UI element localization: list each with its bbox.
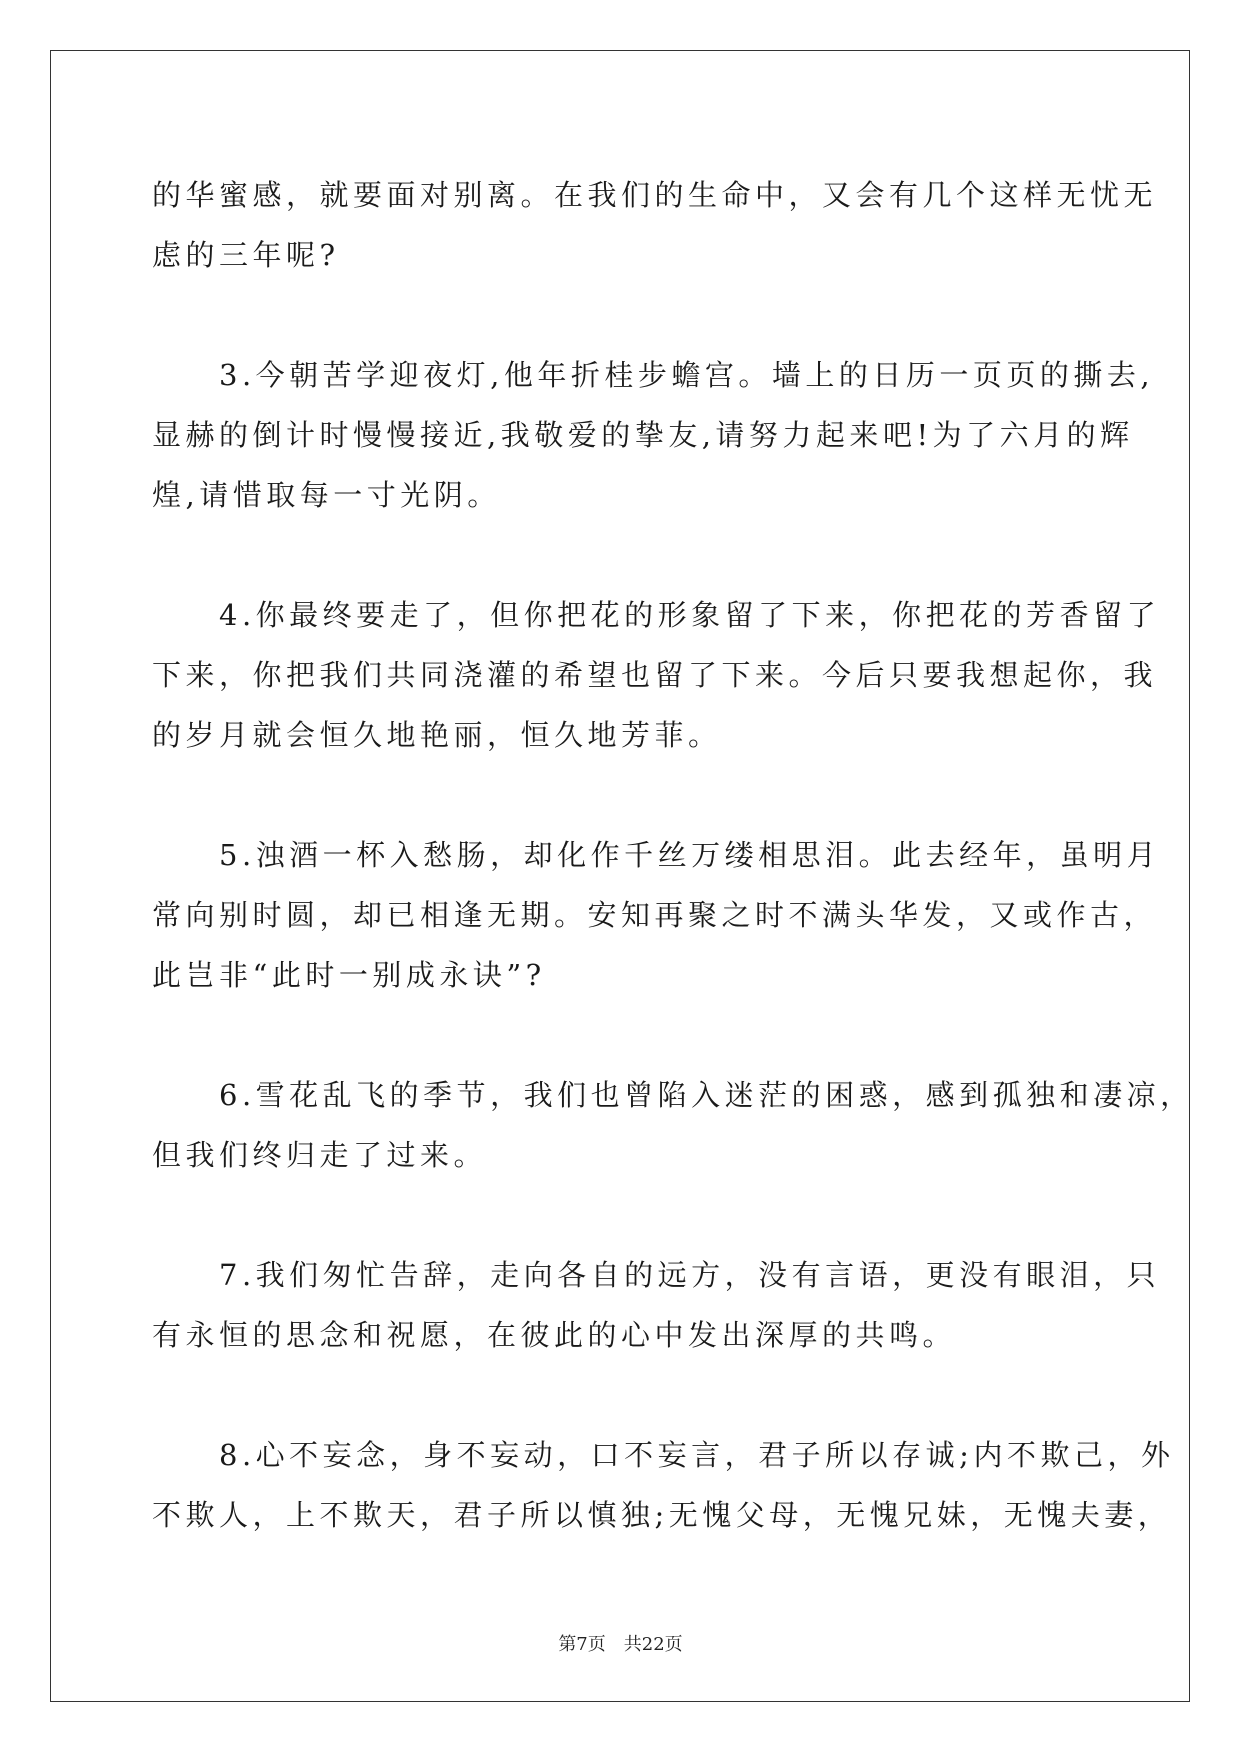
text-line: 有永恒的思念和祝愿，在彼此的心中发出深厚的共鸣。 (152, 1318, 957, 1352)
text-line: 下来，你把我们共同浇灌的希望也留了下来。今后只要我想起你，我 (152, 658, 1158, 692)
text-line: 但我们终归走了过来。 (152, 1138, 488, 1172)
text-line: 8.心不妄念，身不妄动，口不妄言，君子所以存诚;内不欺己，外 (152, 1438, 1175, 1472)
text-line: 4.你最终要走了，但你把花的形象留了下来，你把花的芳香留了 (152, 598, 1161, 632)
text-line: 虑的三年呢? (152, 238, 340, 272)
document-body (152, 165, 1194, 1545)
blank-line (152, 1185, 1092, 1245)
text-line: 不欺人，上不欺天，君子所以慎独;无愧父母，无愧兄妹，无愧夫妻， (152, 1498, 1172, 1532)
text-line: 5.浊酒一杯入愁肠，却化作千丝万缕相思泪。此去经年，虽明月 (152, 838, 1161, 872)
blank-line (152, 1005, 1092, 1065)
text-line: 常向别时圆，却已相逢无期。安知再聚之时不满头华发，又或作古， (152, 898, 1158, 932)
text-line: 6.雪花乱飞的季节，我们也曾陷入迷茫的困惑，感到孤独和凄凉， (152, 1078, 1194, 1112)
text-line: 的华蜜感，就要面对别离。在我们的生命中，又会有几个这样无忧无 (152, 178, 1158, 212)
text-line: 煌,请惜取每一寸光阴。 (152, 478, 501, 512)
blank-line (152, 1365, 1092, 1425)
blank-line (152, 285, 1092, 345)
text-line: 显赫的倒计时慢慢接近,我敬爱的挚友,请努力起来吧!为了六月的辉 (152, 418, 1134, 452)
page-number-footer: 第7页 共22页 (558, 1634, 683, 1655)
blank-line (152, 765, 1092, 825)
blank-line (152, 525, 1092, 585)
text-line: 7.我们匆忙告辞，走向各自的远方，没有言语，更没有眼泪，只 (152, 1258, 1161, 1292)
text-line: 此岂非“此时一别成永诀”? (152, 958, 546, 992)
text-line: 3.今朝苦学迎夜灯,他年折桂步蟾宫。墙上的日历一页页的撕去, (152, 358, 1155, 392)
text-line: 的岁月就会恒久地艳丽，恒久地芳菲。 (152, 718, 722, 752)
